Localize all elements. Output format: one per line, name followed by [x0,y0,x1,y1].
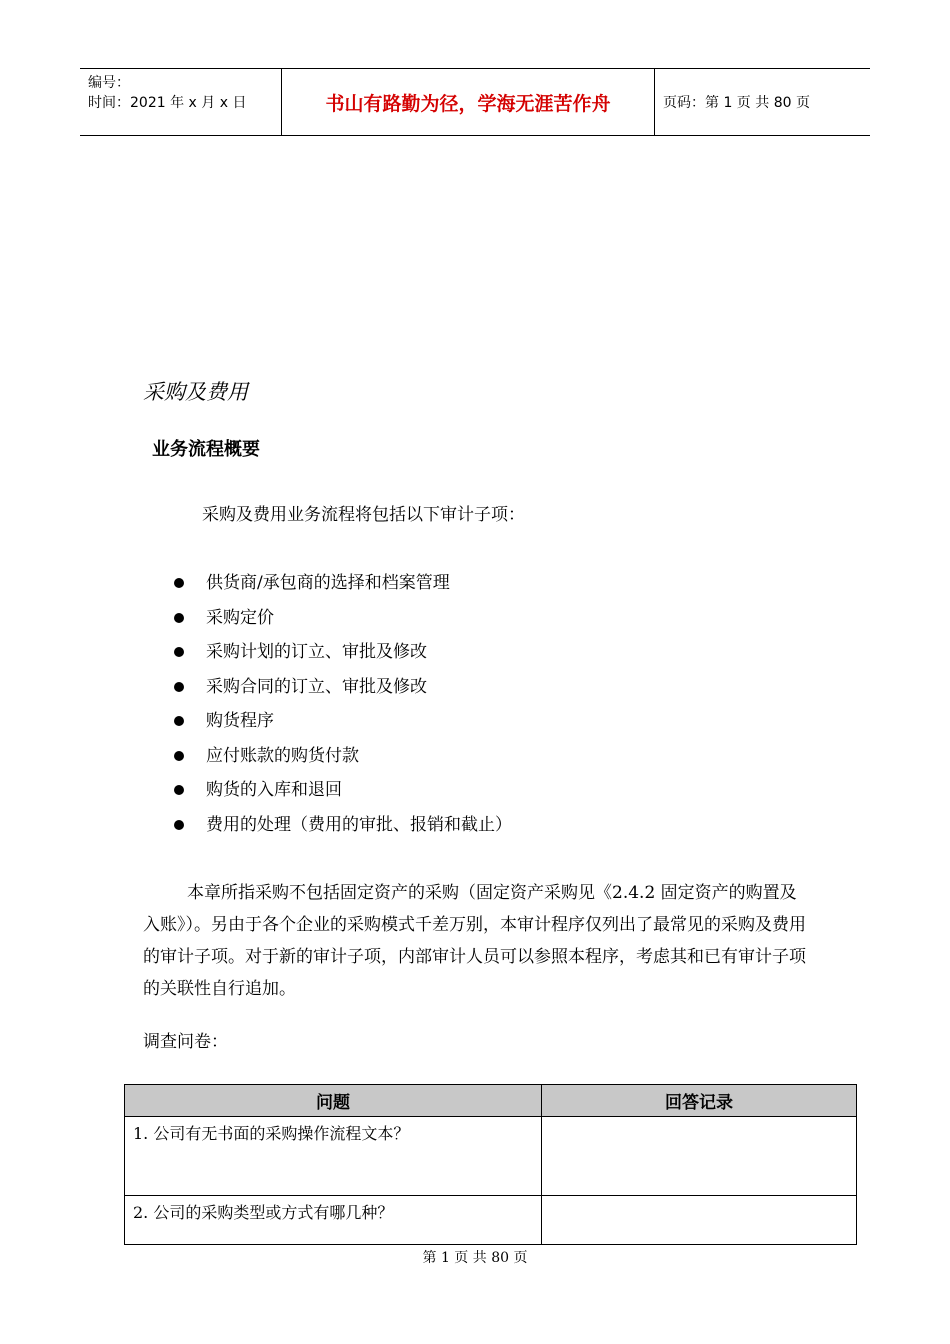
list-item: 购货的入库和退回 [174,773,512,808]
list-item: 应付账款的购货付款 [174,739,512,774]
header-page-info: 页码：第 1 页 共 80 页 [663,95,810,111]
document-time-label: 时间：2021 年 x 月 x 日 [88,95,247,111]
column-header-answer: 回答记录 [542,1085,857,1117]
chapter-title: 采购及费用 [143,380,248,404]
list-item: 采购定价 [174,601,512,636]
table-header-row [125,1085,857,1117]
answer-cell[interactable] [542,1117,857,1196]
header-meta [80,69,282,135]
bullet-icon [174,716,184,726]
bullet-icon [174,647,184,657]
questionnaire-table [124,1084,857,1245]
question-cell: 1. 公司有无书面的采购操作流程文本？ [125,1117,542,1196]
bullet-icon [174,785,184,795]
list-item: 购货程序 [174,704,512,739]
list-item: 费用的处理（费用的审批、报销和截止） [174,808,512,843]
bullet-icon [174,613,184,623]
header-motto: 书山有路勤为径，学海无涯苦作舟 [282,69,655,135]
page-footer: 第 1 页 共 80 页 [422,1250,528,1266]
document-number-label: 编号： [88,75,130,91]
intro-text: 采购及费用业务流程将包括以下审计子项： [202,505,525,525]
table-row [125,1117,857,1196]
list-item: 采购计划的订立、审批及修改 [174,635,512,670]
bullet-icon [174,751,184,761]
question-cell: 2. 公司的采购类型或方式有哪几种？ [125,1196,542,1245]
list-item: 采购合同的订立、审批及修改 [174,670,512,705]
column-header-question: 问题 [125,1085,542,1117]
bullet-icon [174,578,184,588]
answer-cell[interactable] [542,1196,857,1245]
survey-label: 调查问卷： [143,1032,228,1052]
scope-paragraph: 本章所指采购不包括固定资产的采购（固定资产采购见《2.4.2 固定资产的购置及入账》）。另由于各个企业的采购模式千差万别，本审计程序仅列出了最常见的采购及费用的审计子项。对于新的审计子项，内部审计人员可以参照本程序，考虑其和已有审计子项的关联性自行追加。 [143,883,806,999]
audit-item-list [174,566,512,842]
list-item: 供货商/承包商的选择和档案管理 [174,566,512,601]
bullet-icon [174,682,184,692]
section-title: 业务流程概要 [152,439,260,460]
bullet-icon [174,820,184,830]
page-header [80,68,870,136]
table-row [125,1196,857,1245]
